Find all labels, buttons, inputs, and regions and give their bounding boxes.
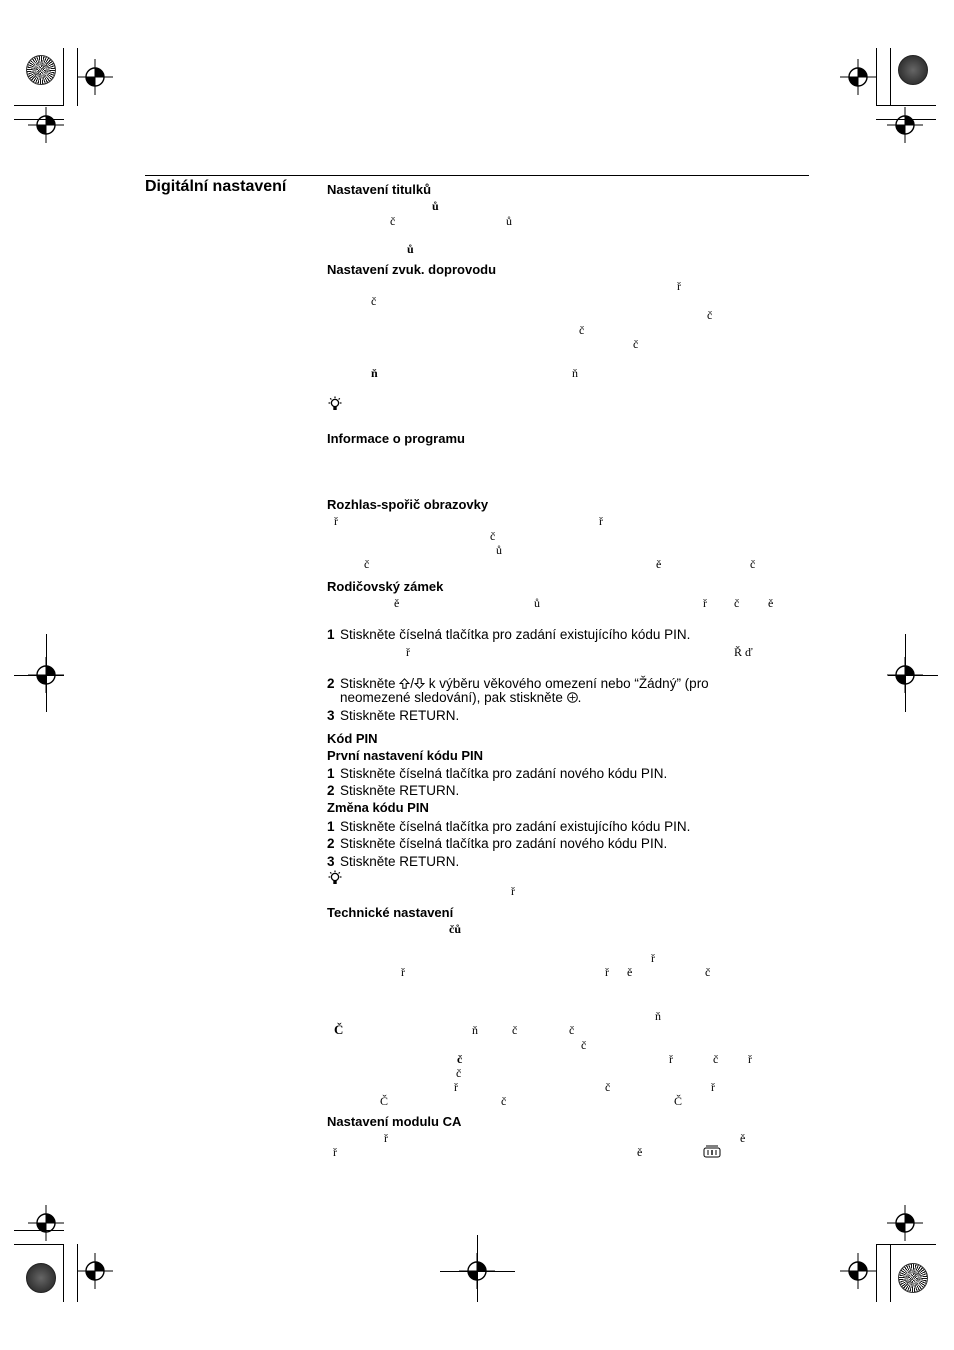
glyph: ň	[472, 1023, 478, 1037]
heading-audio: Nastavení zvuk. doprovodu	[327, 262, 497, 277]
glyph: ě	[656, 557, 662, 571]
crop-line	[876, 48, 877, 106]
glyph: ř	[605, 965, 609, 979]
glyph: ě	[768, 596, 774, 610]
crop-line	[876, 1244, 877, 1302]
step-number: 3	[327, 708, 335, 723]
step-number: 1	[327, 627, 335, 642]
step-number: 3	[327, 854, 335, 869]
glyph: ů	[496, 543, 502, 557]
crop-line	[890, 1244, 891, 1302]
step-text	[340, 676, 709, 691]
glyph: č	[569, 1023, 575, 1037]
registration-mark-icon	[28, 107, 64, 143]
glyph: ň	[371, 366, 378, 380]
step-text-part: .	[577, 690, 582, 705]
glyph: č	[390, 214, 396, 228]
registration-mark-icon	[887, 107, 923, 143]
crop-line	[14, 1244, 64, 1245]
crop-line	[888, 675, 938, 676]
crop-line	[63, 48, 64, 106]
glyph: ř	[748, 1052, 752, 1066]
glyph: č	[633, 337, 639, 351]
glyph: ř	[401, 965, 405, 979]
step-text: Stiskněte RETURN.	[340, 783, 460, 798]
glyph: č	[364, 557, 370, 571]
glyph: ř	[669, 1052, 673, 1066]
down-arrow-icon	[414, 678, 425, 689]
registration-mark-icon	[28, 1205, 64, 1241]
slash: /	[410, 676, 415, 691]
glyph: ř	[511, 884, 515, 898]
glyph: č	[713, 1052, 719, 1066]
glyph: č	[750, 557, 756, 571]
glyph: č	[457, 1052, 463, 1066]
registration-mark-icon	[887, 1205, 923, 1241]
ok-button-icon	[567, 692, 578, 703]
glyph: Č	[674, 1094, 683, 1108]
step-number: 2	[327, 783, 335, 798]
heading-subtitles: Nastavení titulků	[327, 182, 432, 197]
glyph: č	[579, 323, 585, 337]
step-number: 1	[327, 766, 335, 781]
crop-line	[46, 634, 47, 712]
glyph: ů	[432, 199, 439, 213]
glyph: ř	[703, 596, 707, 610]
crop-line	[890, 48, 891, 106]
step-text: Stiskněte RETURN.	[340, 708, 460, 723]
glyph: č	[490, 529, 496, 543]
glyph: č	[456, 1066, 462, 1080]
heading-first-pin: První nastavení kódu PIN	[327, 748, 484, 763]
crop-line	[876, 1244, 936, 1245]
glyph: č	[371, 294, 377, 308]
glyph: ů	[506, 214, 512, 228]
step-text: Stiskněte číselná tlačítka pro zadání existujícího kódu PIN.	[340, 627, 691, 642]
crop-line	[477, 1235, 478, 1302]
glyph: č	[512, 1023, 518, 1037]
glyph: ě	[740, 1131, 746, 1145]
heading-change-pin: Změna kódu PIN	[327, 800, 429, 815]
glyph: č	[605, 1080, 611, 1094]
glyph: ň	[572, 366, 578, 380]
step-number: 1	[327, 819, 335, 834]
heading-pin-code: Kód PIN	[327, 731, 378, 746]
glyph: ř	[384, 1131, 388, 1145]
glyph: ě	[637, 1145, 643, 1159]
glyph: Č	[380, 1094, 389, 1108]
crop-line	[14, 105, 64, 106]
glyph: Ř ď	[734, 645, 753, 659]
color-rosette	[898, 55, 928, 85]
registration-mark-icon	[77, 1253, 113, 1289]
header-rule	[145, 175, 809, 176]
section-title: Digitální nastavení	[145, 178, 287, 195]
step-text-part: Stiskněte	[340, 676, 400, 691]
crop-line	[876, 105, 936, 106]
step-text: Stiskněte číselná tlačítka pro zadání nového kódu PIN.	[340, 766, 668, 781]
glyph: č	[734, 596, 740, 610]
step-number: 2	[327, 836, 335, 851]
step-text-part: k výběru věkového omezení nebo “Žádný” (pro	[425, 676, 709, 691]
crop-line	[14, 1230, 64, 1231]
step-text-part: neomezené sledování), pak stiskněte	[340, 690, 567, 705]
step-text: Stiskněte číselná tlačítka pro zadání existujícího kódu PIN.	[340, 819, 691, 834]
glyph: č	[705, 965, 711, 979]
glyph: čů	[449, 922, 461, 936]
glyph: Č	[334, 1022, 344, 1037]
heading-program-info: Informace o programu	[327, 431, 465, 446]
step-text-line2	[340, 690, 581, 705]
crop-line	[14, 675, 64, 676]
color-rosette	[898, 1263, 928, 1293]
glyph: ř	[333, 1145, 337, 1159]
glyph: ř	[651, 951, 655, 965]
glyph: č	[581, 1038, 587, 1052]
heading-technical: Technické nastavení	[327, 905, 454, 920]
heading-parental-lock: Rodičovský zámek	[327, 579, 444, 594]
glyph: č	[501, 1094, 507, 1108]
glyph: ů	[534, 596, 540, 610]
glyph: ř	[454, 1080, 458, 1094]
info-button-icon	[703, 1145, 721, 1158]
up-arrow-icon	[399, 678, 410, 689]
tip-icon	[327, 870, 343, 886]
registration-mark-icon	[840, 1253, 876, 1289]
glyph: ř	[406, 645, 410, 659]
color-rosette	[26, 55, 56, 85]
step-number: 2	[327, 676, 335, 691]
heading-ca-module: Nastavení modulu CA	[327, 1114, 462, 1129]
color-rosette	[26, 1263, 56, 1293]
step-text: Stiskněte RETURN.	[340, 854, 460, 869]
glyph: ň	[655, 1009, 661, 1023]
crop-line	[905, 634, 906, 712]
step-text: Stiskněte číselná tlačítka pro zadání nového kódu PIN.	[340, 836, 668, 851]
registration-mark-icon	[77, 59, 113, 95]
glyph: ř	[711, 1080, 715, 1094]
tip-icon	[327, 396, 343, 412]
crop-line	[63, 1244, 64, 1302]
heading-radio-saver: Rozhlas-spořič obrazovky	[327, 497, 489, 512]
glyph: ě	[627, 965, 633, 979]
glyph: č	[707, 308, 713, 322]
glyph: ř	[677, 279, 681, 293]
glyph: ě	[394, 596, 400, 610]
glyph: ů	[407, 242, 414, 256]
glyph: ř	[334, 514, 338, 528]
registration-mark-icon	[840, 59, 876, 95]
glyph: ř	[599, 514, 603, 528]
